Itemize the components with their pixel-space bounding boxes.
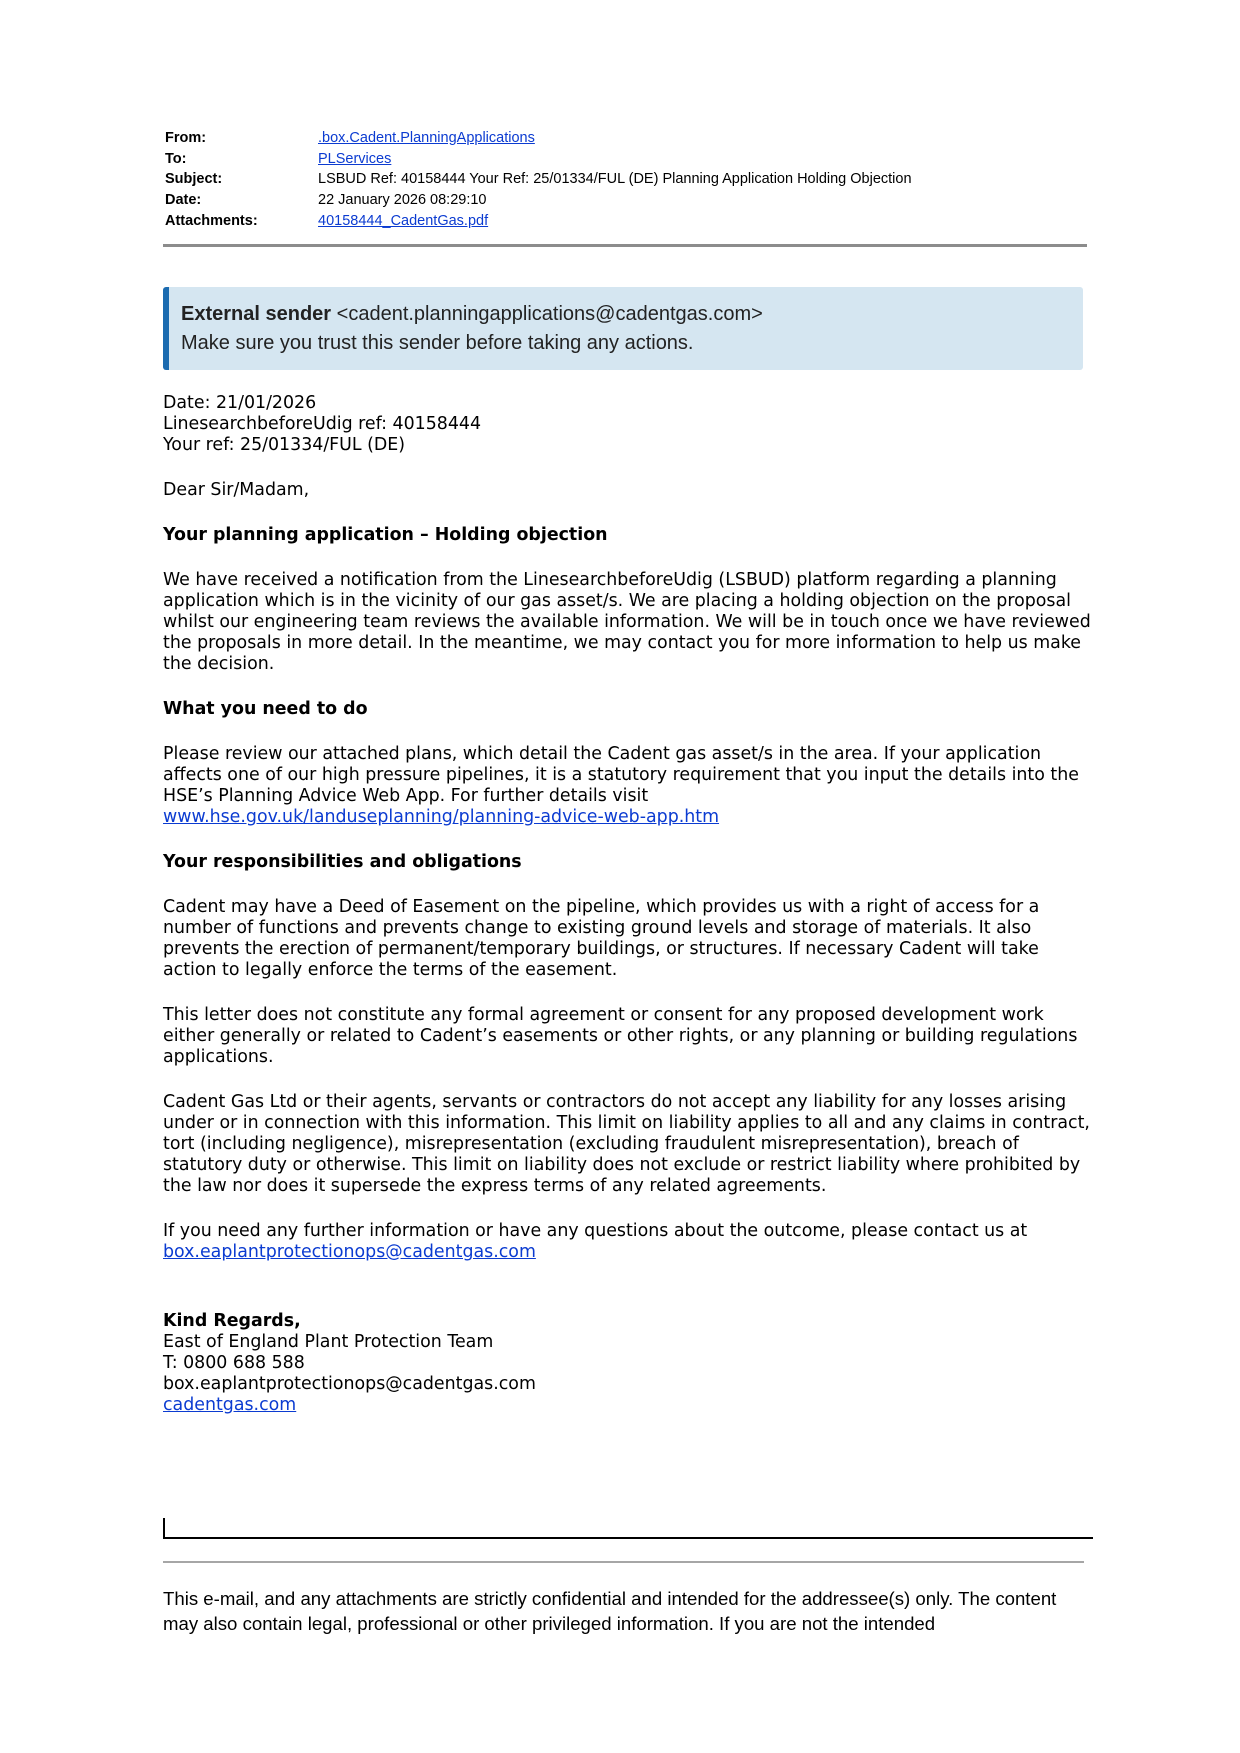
banner-email: <cadent.planningapplications@cadentgas.com> [336, 303, 763, 325]
banner-sender-line [181, 300, 1083, 329]
signature-phone: T: 0800 688 588 [163, 1353, 305, 1373]
paragraph-notification: We have received a notification from the LinesearchbeforeUdig (LSBUD) platform regarding a planning application which is in the vicinity of our gas asset/s. We are placing a holding objection on the proposal whilst our engineering team reviews the available information. We will be in touch once we have reviewed the proposals in more detail. In the meantime, we may contact you for more information to help us make the decision. [163, 570, 1091, 674]
your-ref: Your ref: 25/01334/FUL (DE) [163, 435, 406, 455]
lsbud-ref: LinesearchbeforeUdig ref: 40158444 [163, 414, 482, 434]
from-row [165, 128, 1085, 149]
from-link[interactable]: .box.Cadent.PlanningApplications [318, 130, 535, 146]
paragraph-no-agreement: This letter does not constitute any formal agreement or consent for any proposed development work either generally or related to Cadent’s easements or other rights, or any planning or building regulations applications. [163, 1005, 1078, 1067]
email-header [165, 128, 1085, 231]
paragraph-review-plans [163, 744, 1093, 828]
hse-link[interactable]: www.hse.gov.uk/landuseplanning/planning-advice-web-app.htm [163, 807, 720, 827]
attachments-label: Attachments: [165, 212, 258, 229]
date-value: 22 January 2026 08:29:10 [318, 192, 487, 209]
from-label: From: [165, 130, 207, 146]
letter-body [163, 393, 1093, 1416]
website-link[interactable]: cadentgas.com [163, 1395, 297, 1415]
signature-team: East of England Plant Protection Team [163, 1332, 494, 1352]
to-label: To: [165, 150, 187, 167]
header-divider [163, 244, 1087, 247]
to-row [165, 149, 1085, 170]
paragraph-liability: Cadent Gas Ltd or their agents, servants or contractors do not accept any liability for any losses arising under or in connection with this information. This limit on liability applies to all and any claims in contract, tort (including negligence), misrepresentation (excluding fraudulent misrepresentation), breach of statutory duty or otherwise. This limit on liability does not exclude or restrict liability where prohibited by the law nor does it supersede the express terms of any related agreements. [163, 1092, 1090, 1196]
heading-responsibilities: Your responsibilities and obligations [163, 852, 522, 872]
date-row [165, 190, 1085, 211]
contact-text: If you need any further information or have any questions about the outcome, please contact us at [163, 1221, 1028, 1241]
banner-title: External sender [181, 303, 332, 325]
heading-what-to-do: What you need to do [163, 699, 368, 719]
attachment-link[interactable]: 40158444_CadentGas.pdf [318, 212, 489, 229]
footer-black-divider [163, 1537, 1093, 1539]
closing: Kind Regards, [163, 1311, 301, 1331]
confidentiality-disclaimer: This e-mail, and any attachments are strictly confidential and intended for the addressee(s) only. The content may also contain legal, professional or other privileged information. If you are not the intended [163, 1588, 1057, 1634]
review-plans-text: Please review our attached plans, which detail the Cadent gas asset/s in the area. If your application affects one of our high pressure pipelines, it is a statutory requirement that you input the details into the HSE’s Planning Advice Web App. For further details visit [163, 744, 1079, 806]
date-label: Date: [165, 192, 202, 209]
paragraph-contact [163, 1221, 1093, 1263]
heading-holding-objection: Your planning application – Holding objection [163, 525, 608, 545]
subject-value: LSBUD Ref: 40158444 Your Ref: 25/01334/FUL (DE) Planning Application Holding Objection [318, 171, 912, 188]
to-link[interactable]: PLServices [318, 150, 392, 167]
banner-message: Make sure you trust this sender before taking any actions. [181, 332, 694, 354]
paragraph-easement: Cadent may have a Deed of Easement on the pipeline, which provides us with a right of access for a number of functions and prevents change to existing ground levels and storage of materials. It also prevents the erection of permanent/temporary buildings, or structures. If necessary Cadent will take action to legally enforce the terms of the easement. [163, 897, 1040, 980]
signature-email: box.eaplantprotectionops@cadentgas.com [163, 1374, 536, 1394]
letter-date: Date: 21/01/2026 [163, 393, 317, 413]
footer-gray-divider [163, 1561, 1084, 1563]
contact-email-link[interactable]: box.eaplantprotectionops@cadentgas.com [163, 1242, 536, 1262]
subject-label: Subject: [165, 171, 223, 188]
attachments-row [165, 211, 1085, 232]
external-sender-banner [163, 287, 1083, 370]
subject-row [165, 169, 1085, 190]
footer-tick-mark [163, 1518, 165, 1538]
salutation: Dear Sir/Madam, [163, 480, 310, 500]
